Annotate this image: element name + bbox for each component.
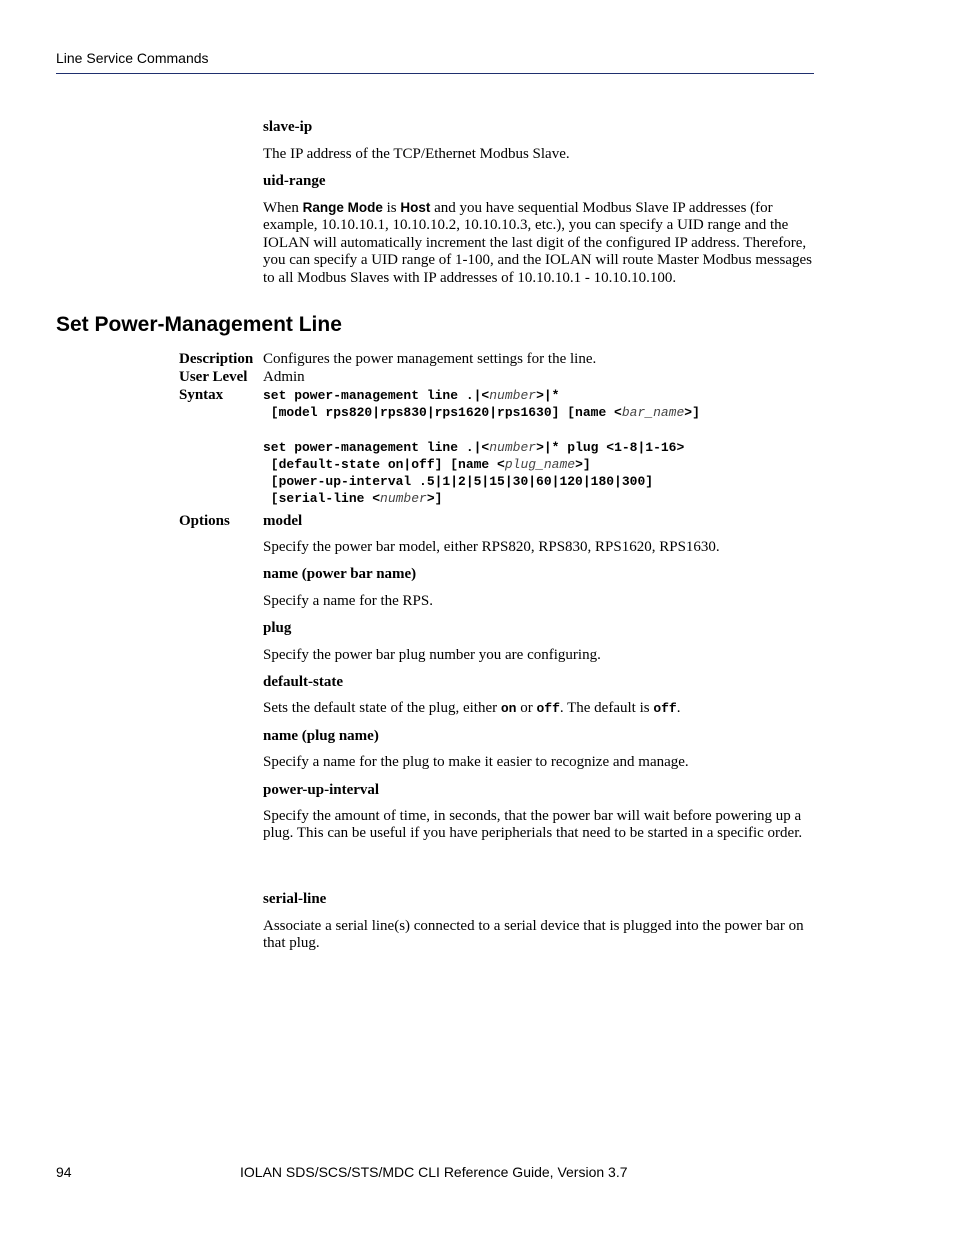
option-power-up-desc: Specify the amount of time, in seconds, that the power bar will wait before powering up a plug. This can be useful if you have peripherials that need to be started in a specific order. — [263, 808, 803, 842]
label-description: Description — [179, 351, 254, 367]
option-serial-line-desc: Associate a serial line(s) connected to a serial device that is plugged into the power bar on that plug. — [263, 918, 804, 952]
running-header: Line Service Commands — [56, 50, 209, 66]
syntax-line-6: [serial-line <number>] — [263, 491, 443, 506]
option-default-state-term: default-state — [263, 674, 343, 690]
label-user-level: User Level — [179, 369, 248, 385]
option-plug-desc: Specify the power bar plug number you are configuring. — [263, 647, 601, 663]
desc-slave-ip: The IP address of the TCP/Ethernet Modbus Slave. — [263, 146, 570, 162]
syntax-line-2: [model rps820|rps830|rps1620|rps1630] [name <bar_name>] — [263, 405, 700, 420]
option-default-state-desc: Sets the default state of the plug, either on or off. The default is off. — [263, 700, 681, 716]
header-rule — [56, 73, 814, 74]
syntax-line-3: set power-management line .|<number>|* plug <1-8|1-16> — [263, 440, 685, 455]
page-number: 94 — [56, 1164, 72, 1180]
description-text: Configures the power management settings for the line. — [263, 351, 597, 367]
section-title: Set Power-Management Line — [56, 313, 342, 336]
option-plug-term: plug — [263, 620, 292, 636]
option-model-desc: Specify the power bar model, either RPS820, RPS830, RPS1620, RPS1630. — [263, 539, 720, 555]
option-bar-name-term: name (power bar name) — [263, 566, 417, 582]
option-model-term: model — [263, 513, 303, 529]
option-plug-name-term: name (plug name) — [263, 728, 379, 744]
label-options: Options — [179, 513, 230, 529]
option-plug-name-desc: Specify a name for the plug to make it easier to recognize and manage. — [263, 754, 689, 770]
term-uid-range: uid-range — [263, 173, 326, 189]
label-syntax: Syntax — [179, 387, 224, 403]
ui-label-host: Host — [400, 200, 431, 215]
option-serial-line-term: serial-line — [263, 891, 327, 907]
term-slave-ip: slave-ip — [263, 119, 313, 135]
ui-label-range-mode: Range Mode — [302, 200, 383, 215]
guide-title: IOLAN SDS/SCS/STS/MDC CLI Reference Guide, Version 3.7 — [240, 1164, 628, 1180]
syntax-line-5: [power-up-interval .5|1|2|5|15|30|60|120|180|300] — [263, 474, 654, 489]
option-bar-name-desc: Specify a name for the RPS. — [263, 593, 433, 609]
syntax-line-4: [default-state on|off] [name <plug_name>] — [263, 457, 591, 472]
syntax-line-1: set power-management line .|<number>|* — [263, 388, 560, 403]
desc-uid-range: When Range Mode is Host and you have sequential Modbus Slave IP addresses (for example, 10.10.10.1, 10.10.10.2, 10.10.10.3, etc.), you can specify a UID range and the IOLAN will automatically increment the last digit of the configured IP address. Therefore, you can specify a UID range of 1-100, and the IOLAN will route Master Modbus messages to all Modbus Slaves with IP addresses of 10.10.10.1 - 10.10.10.100. — [263, 200, 813, 286]
option-power-up-term: power-up-interval — [263, 782, 380, 798]
user-level-text: Admin — [263, 369, 305, 385]
